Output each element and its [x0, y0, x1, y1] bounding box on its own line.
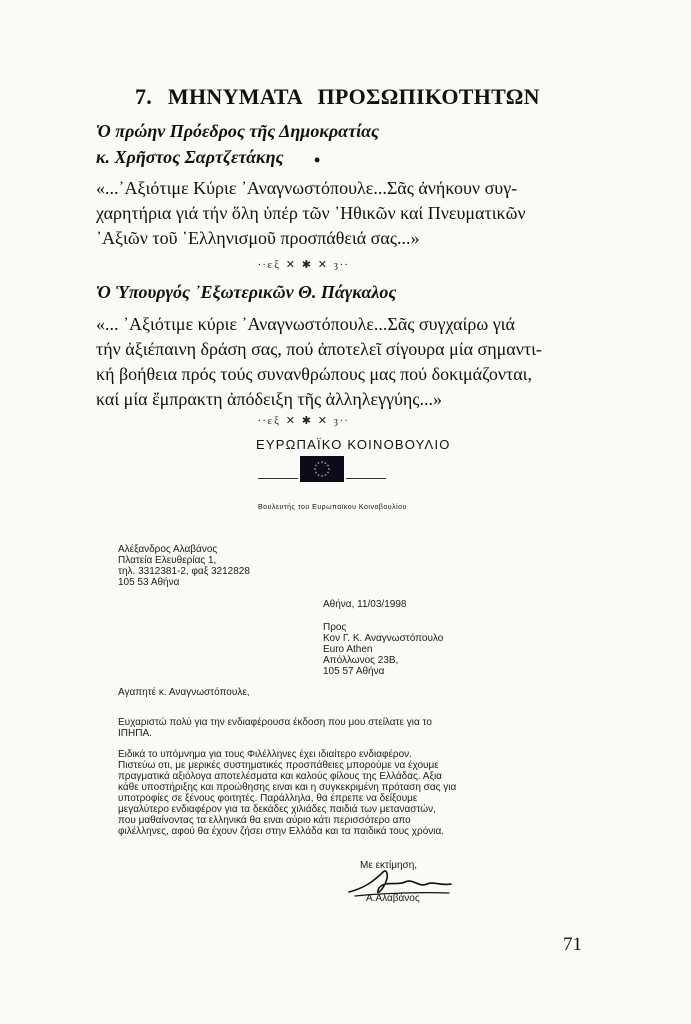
letter-body-line: μεγαλύτερο ενδιαφέρον για τα δεκάδες χιλιάδες παιδιά των μεταναστών, [118, 804, 436, 815]
separator-ornament: ∙∙εξ ✕ ✱ ✕ ȝ∙∙ [258, 415, 350, 427]
message1-line: χαρητήρια γιά τήν ὅλη ὑπέρ τῶν ᾽Ηθικῶν καί Πνευματικῶν [96, 203, 526, 223]
recipient-line: Προς [323, 622, 347, 633]
salutation: Αγαπητέ κ. Αναγνωστόπουλε, [118, 687, 250, 698]
message2-line: «... ᾽Αξιότιμε κύριε ᾽Αναγνωστόπουλε...Σᾶς συγχαίρω γιά [96, 314, 515, 334]
sender-line: Πλατεία Ελευθερίας 1, [118, 555, 217, 566]
recipient-line: Euro Athen [323, 644, 373, 655]
sender-line: τηλ. 3312381-2, φαξ 3212828 [118, 566, 250, 577]
ink-dot: • [314, 150, 321, 170]
page-title: 7. ΜΗΝΥΜΑΤΑ ΠΡΟΣΩΠΙΚΟΤΗΤΩΝ [135, 84, 540, 109]
letter-body-line: Πιστεύω οτι, με μερικές συστηματικές προσπάθειες μπορούμε να έχουμε [118, 760, 439, 771]
recipient-line: Απόλλωνος 23Β, [323, 655, 399, 666]
recipient-line: Κον Γ. Κ. Αναγνωστόπουλο [323, 633, 444, 644]
message2-line: κή βοήθεια πρός τούς συνανθρώπους μας πού δοκιμάζονται, [96, 364, 532, 384]
message1-author-line1: Ὁ πρώην Πρόεδρος τῆς Δημοκρατίας [96, 121, 380, 141]
letter-body-line: Ευχαριστώ πολύ για την ενδιαφέρουσα έκδοση που μου στείλατε για το [118, 717, 432, 728]
page-number: 71 [563, 934, 582, 955]
signature-name: Α.Αλαβάνος [366, 893, 420, 904]
message1-author-line2: κ. Χρῆστος Σαρτζετάκης [96, 147, 284, 167]
letter-body-line: φιλέλληνες, αφού θα έχουν ζήσει στην Ελλάδα και τα παιδικά τους χρόνια. [118, 826, 445, 837]
closing: Με εκτίμηση, [360, 860, 418, 871]
message2-line: καί μία ἔμπρακτη ἀπόδειξη τῆς ἀλληλεγγύης...» [96, 389, 442, 409]
sender-line: Αλέξανδρος Αλαβάνος [118, 544, 218, 555]
separator-ornament: ∙∙εξ ✕ ✱ ✕ ȝ∙∙ [258, 259, 350, 271]
letterhead-rule-left [258, 478, 298, 479]
letter-body-line: υποτροφίες σε ξένους φοιτητές. Παράλληλα, θα έπρεπε να δείξουμε [118, 793, 418, 804]
eu-flag-icon [300, 456, 344, 482]
letter-date: Αθήνα, 11/03/1998 [323, 599, 407, 610]
sender-line: 105 53 Αθήνα [118, 577, 180, 588]
letter-body-line: που μαθαίνοντας τα ελληνικά θα ειναι αύριο κάτι περισσότερο απο [118, 815, 411, 826]
message1-line: «...᾽Αξιότιμε Κύριε ᾽Αναγνωστόπουλε...Σᾶς ἀνήκουν συγ- [96, 178, 518, 198]
letter-body-line: κάθε υποστήριξης και προώθησης ειναι και η συγκεκριμένη πρόταση σας για [118, 782, 457, 793]
message2-line: τήν ἀξιέπαινη δράση σας, πού ἀποτελεῖ σίγουρα μία σημαντι- [96, 339, 542, 359]
message2-author: Ὁ Ὑπουργός ᾽Εξωτερικῶν Θ. Πάγκαλος [96, 282, 397, 302]
message1-line: ᾽Αξιῶν τοῦ ῾Ελληνισμοῦ προσπάθειά σας...» [96, 228, 420, 248]
letterhead-rule-right [346, 478, 386, 479]
letterhead-subtitle: Βουλευτής του Ευρωπαϊκου Κοινοβουλίου [258, 504, 407, 511]
letter-body-line: ΙΠΗΠΑ. [118, 728, 152, 739]
letter-body-line: πραγματικά αξιόλογα αποτελέσματα και καλούς φίλους της Ελλάδας. Αξια [118, 771, 442, 782]
letterhead-org: ΕΥΡΩΠΑΪΚΟ ΚΟΙΝΟΒΟΥΛΙΟ [256, 437, 451, 452]
recipient-line: 105 57 Αθήνα [323, 666, 385, 677]
letter-body-line: Ειδικά το υπόμνημα για τους Φιλέλληνες έχει ιδιαίτερο ενδιαφέρον. [118, 749, 412, 760]
